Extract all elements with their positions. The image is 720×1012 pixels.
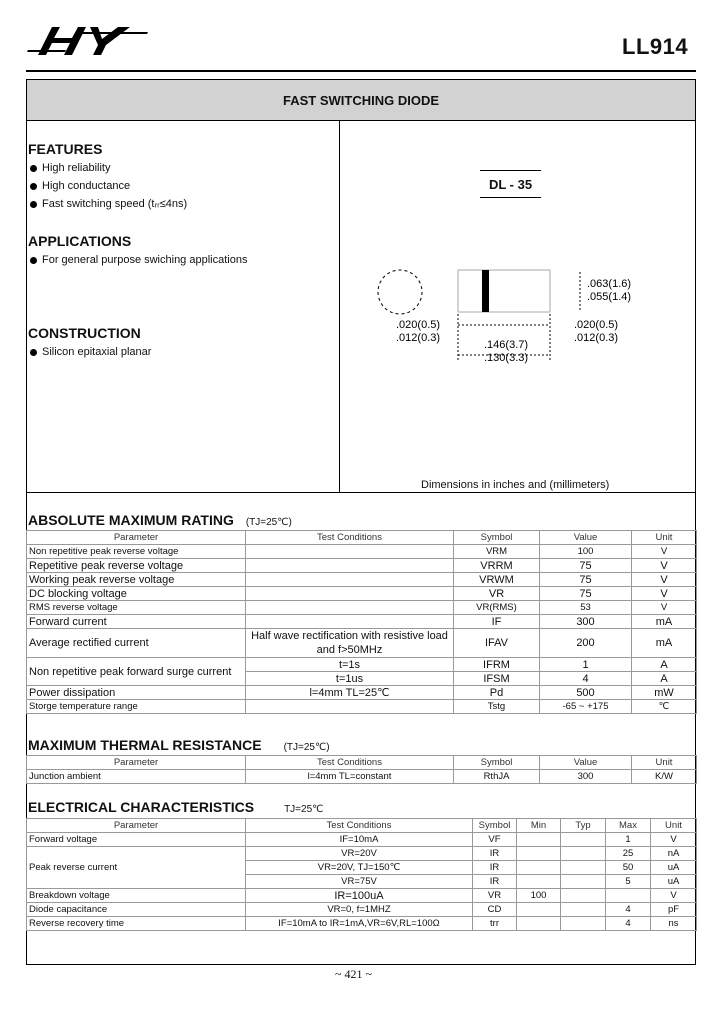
table-row: t=1us IFSM 4 A <box>27 672 697 686</box>
header-rule <box>26 70 696 72</box>
bullet-icon <box>30 349 37 356</box>
dim-right-cap-min: .012(0.3) <box>574 332 619 344</box>
table-row: Diode capacitance VR=0, f=1MHZ CD 4 pF <box>27 903 697 917</box>
thermal-heading <box>28 737 330 753</box>
table-row: Forward current IF 300 mA <box>27 615 697 629</box>
dim-left-cap-min: .012(0.3) <box>396 332 441 344</box>
electrical-heading <box>28 799 323 815</box>
abs-max-heading <box>28 512 292 528</box>
table-row: Junction ambient l=4mm TL=constant RthJA 300 K/W <box>27 770 697 784</box>
dim-body-length-min: .130(3.3) <box>484 352 529 364</box>
abs-max-condition: (TJ=25℃) <box>245 517 292 528</box>
table-row: Non repetitive peak reverse voltage VRM 100 V <box>27 545 697 559</box>
application-item: For general purpose swiching applications <box>28 254 247 266</box>
section-divider <box>26 492 696 493</box>
table-row: Reverse recovery time IF=10mA to IR=1mA,VR=6V,RL=100Ω trr 4 ns <box>27 917 697 931</box>
bullet-icon <box>30 165 37 172</box>
page-number: ~ 421 ~ <box>335 967 372 981</box>
construction-title: CONSTRUCTION <box>28 325 141 341</box>
dim-right-cap-max: .020(0.5) <box>574 319 619 331</box>
table-row: Average rectified current Half wave rectification with resistive load and f>50MHz IFAV 200 mA <box>27 629 697 658</box>
table-row: Storge temperature range Tstg -65 ~ +175 ℃ <box>27 700 697 714</box>
end-view-circle <box>378 270 422 314</box>
dim-diameter-min: .055(1.4) <box>587 291 632 303</box>
electrical-title: ELECTRICAL CHARACTERISTICS <box>28 799 255 815</box>
abs-max-table <box>26 530 697 714</box>
hy-logo <box>26 24 150 58</box>
bullet-icon <box>30 201 37 208</box>
table-row: Forward voltage IF=10mA VF 1 V <box>27 833 697 847</box>
bullet-icon <box>30 183 37 190</box>
abs-max-title: ABSOLUTE MAXIMUM RATING <box>28 512 234 528</box>
doc-title: FAST SWITCHING DIODE <box>283 92 439 108</box>
table-row: VR=20V, TJ=150℃ IR 50 uA <box>27 861 697 875</box>
table-row: RMS reverse voltage VR(RMS) 53 V <box>27 601 697 615</box>
table-row: Peak reverse current VR=20V IR 25 nA <box>27 847 697 861</box>
electrical-table <box>26 818 697 931</box>
table-header: Parameter Test Conditions Symbol Value Unit <box>27 531 697 545</box>
applications-title: APPLICATIONS <box>28 233 132 249</box>
thermal-table <box>26 755 697 784</box>
package-name: DL - 35 <box>480 170 541 198</box>
table-row: Non repetitive peak forward surge current t=1s IFRM 1 A <box>27 658 697 672</box>
dim-diameter-max: .063(1.6) <box>587 278 632 290</box>
feature-item: High conductance <box>28 180 130 192</box>
table-row: DC blocking voltage VR 75 V <box>27 587 697 601</box>
dim-left-cap-max: .020(0.5) <box>396 319 441 331</box>
part-number: LL914 <box>622 34 689 59</box>
column-divider <box>339 121 340 492</box>
table-row: Repetitive peak reverse voltage VRRM 75 V <box>27 559 697 573</box>
package-dimension-drawing <box>360 250 660 375</box>
table-header: Parameter Test Conditions Symbol Value Unit <box>27 756 697 770</box>
diode-body <box>458 270 550 312</box>
dim-body-length-max: .146(3.7) <box>484 339 529 351</box>
bullet-icon <box>30 257 37 264</box>
dimension-note: Dimensions in inches and (millimeters) <box>421 479 610 491</box>
thermal-title: MAXIMUM THERMAL RESISTANCE <box>28 737 262 753</box>
table-row: Breakdown voltage IR=100uA VR 100 V <box>27 889 697 903</box>
title-bar <box>27 80 695 121</box>
table-row: Power dissipation l=4mm TL=25℃ Pd 500 mW <box>27 686 697 700</box>
table-row: Working peak reverse voltage VRWM 75 V <box>27 573 697 587</box>
feature-item: High reliability <box>28 162 110 174</box>
construction-item: Silicon epitaxial planar <box>28 346 151 358</box>
features-title: FEATURES <box>28 141 103 157</box>
table-row: VR=75V IR 5 uA <box>27 875 697 889</box>
thermal-condition: (TJ=25℃) <box>283 742 330 753</box>
electrical-condition: TJ=25℃ <box>284 804 324 815</box>
cathode-band <box>482 270 489 312</box>
table-header: Parameter Test Conditions Symbol Min Typ Max Unit <box>27 819 697 833</box>
feature-item: Fast switching speed (tᵣᵣ≤4ns) <box>28 198 187 210</box>
